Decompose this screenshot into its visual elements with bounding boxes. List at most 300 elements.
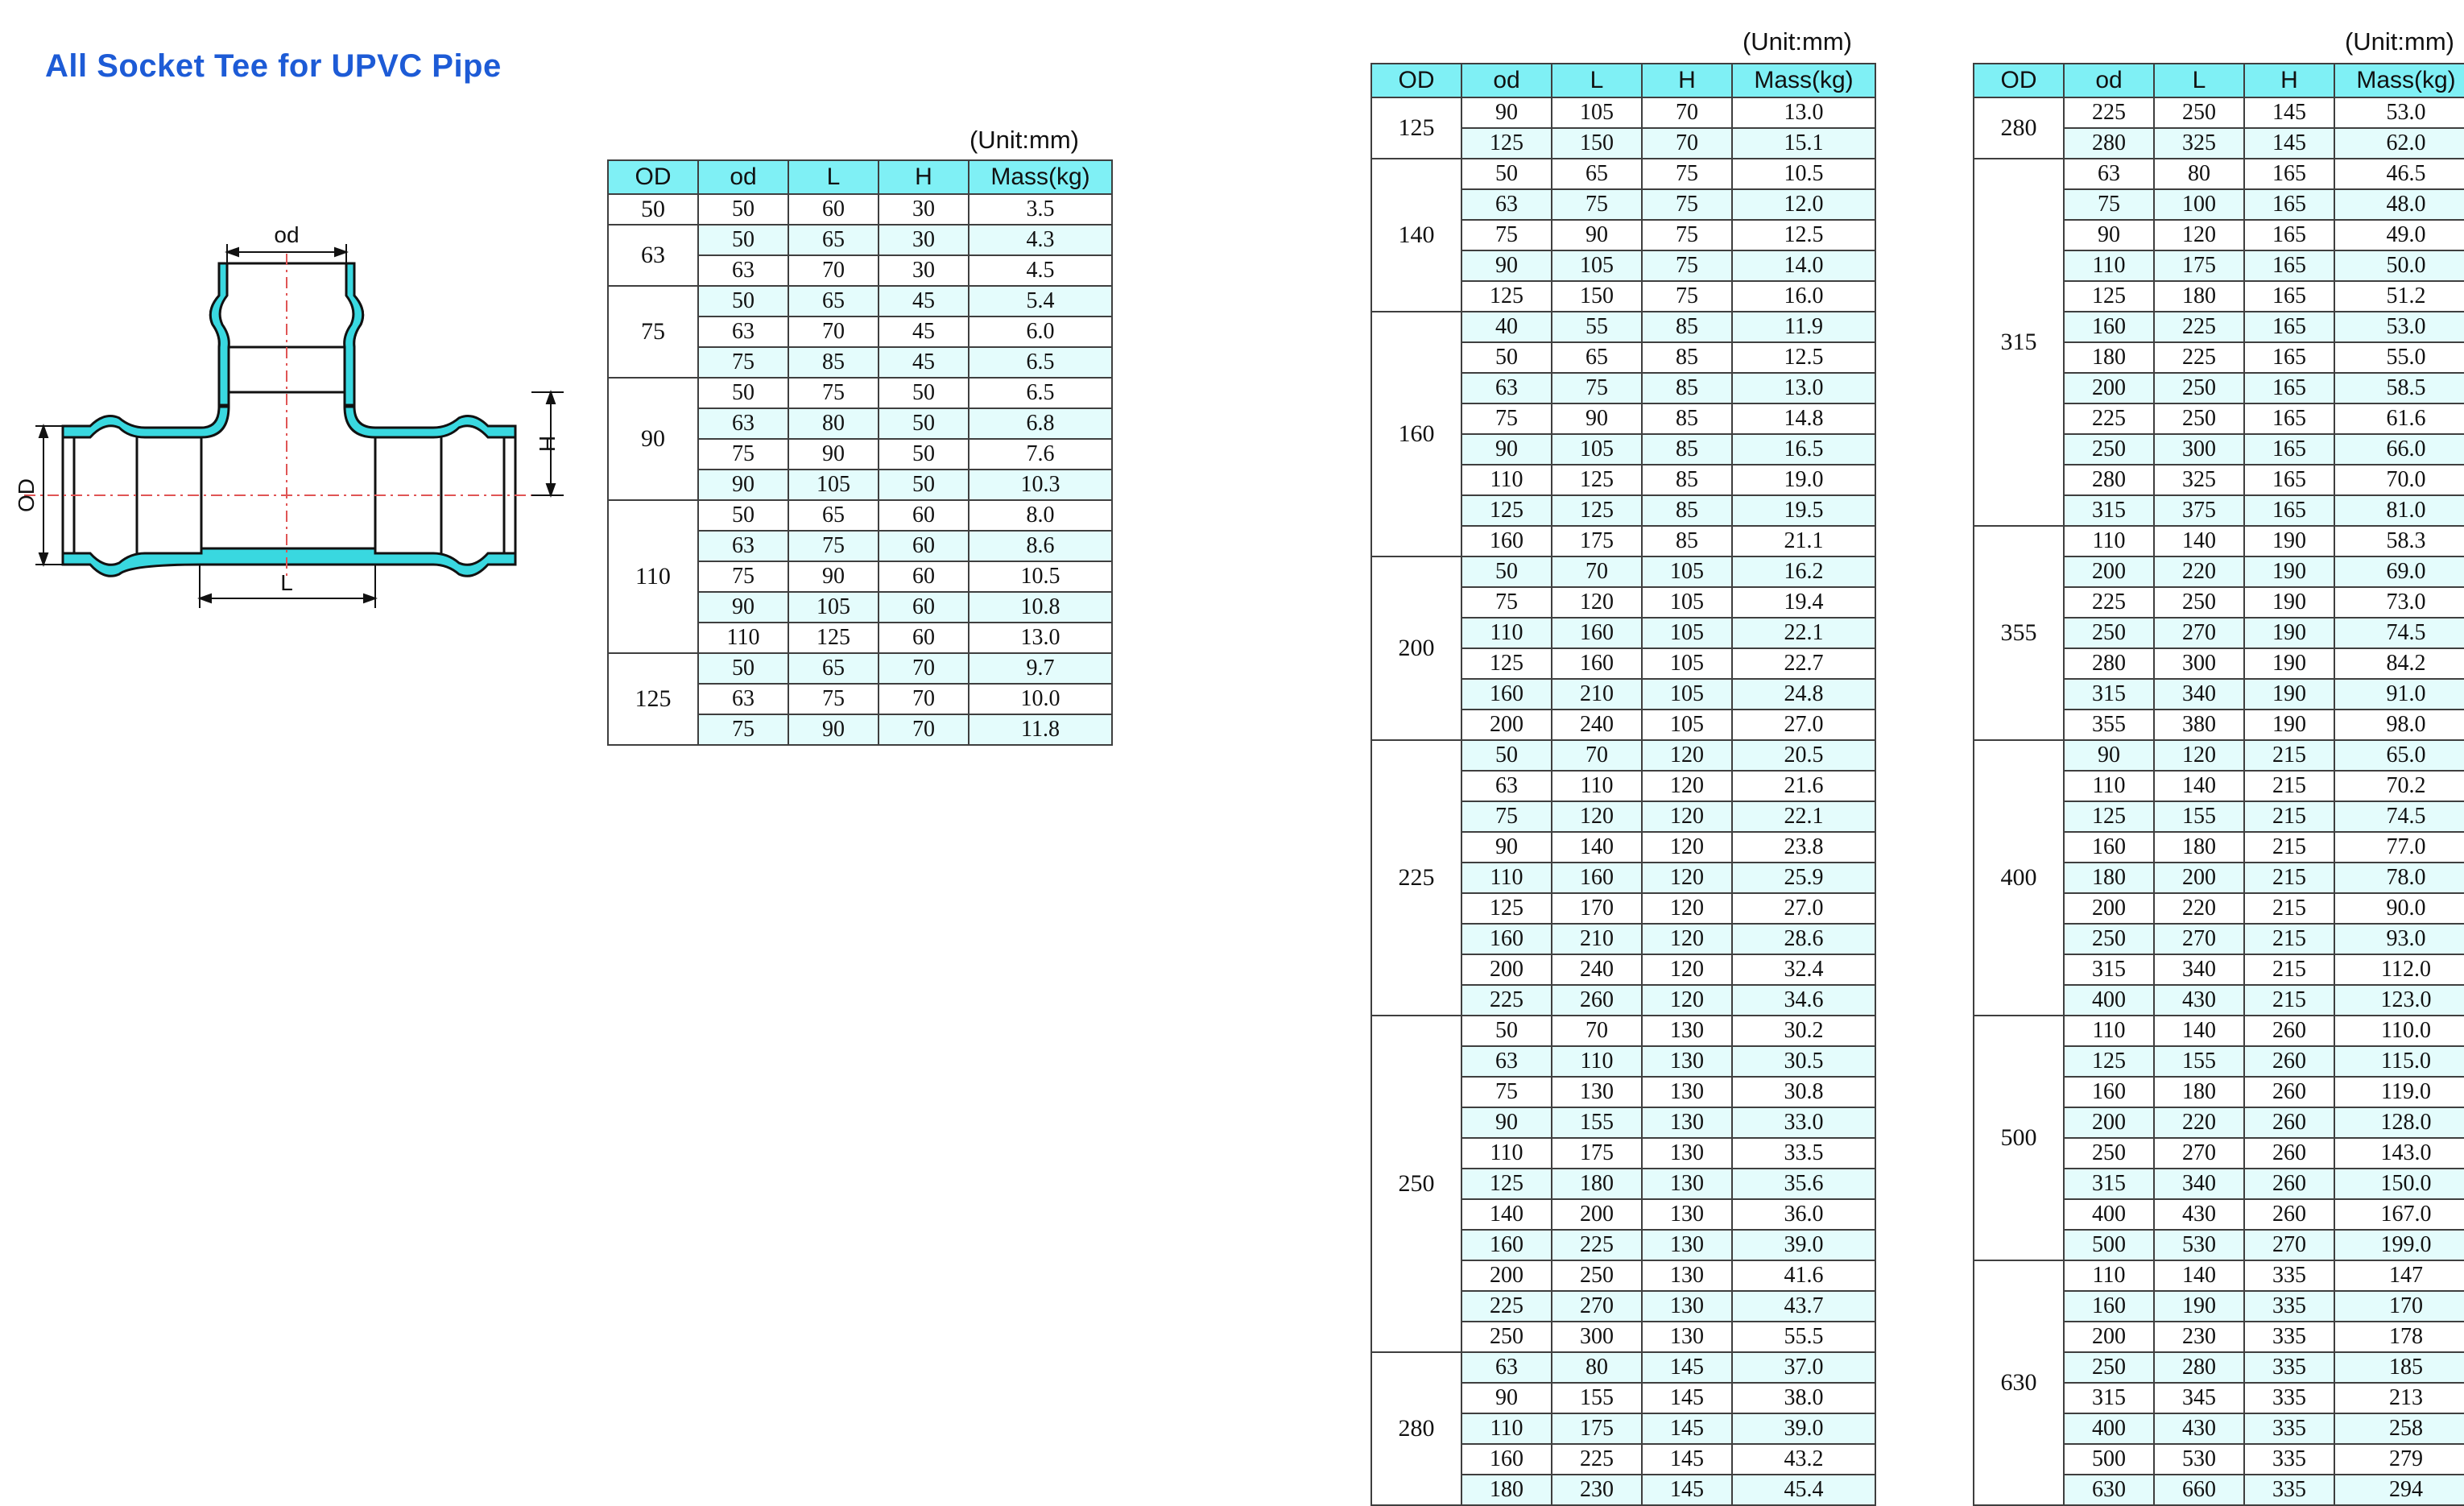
table-row: [608, 653, 1112, 684]
table-cell: 37.0: [1732, 1352, 1875, 1383]
table-cell: 19.5: [1732, 495, 1875, 526]
table-cell: 250: [2154, 403, 2244, 434]
table-cell: 10.0: [969, 684, 1112, 714]
table-cell: 110: [1461, 1138, 1552, 1169]
table-cell: 215: [2244, 771, 2334, 801]
table-cell: 85: [1642, 434, 1732, 465]
table-cell: 225: [2064, 403, 2154, 434]
table-cell: 4.3: [969, 225, 1112, 255]
table-cell: 7.6: [969, 439, 1112, 470]
table-cell: 63: [1461, 1352, 1552, 1383]
table-cell: 190: [2244, 526, 2334, 556]
table-cell: 27.0: [1732, 893, 1875, 924]
table-cell: 43.2: [1732, 1444, 1875, 1475]
table-cell: 75: [1552, 189, 1642, 220]
table-cell: 280: [2064, 648, 2154, 679]
table-cell: 120: [1642, 893, 1732, 924]
table-row: [1974, 1016, 2464, 1046]
table-cell: 70: [879, 653, 969, 684]
table-cell: 19.4: [1732, 587, 1875, 618]
table-cell: 36.0: [1732, 1199, 1875, 1230]
table-cell: 40: [1461, 312, 1552, 342]
table-cell: 155: [2154, 1046, 2244, 1077]
table-cell: 165: [2244, 434, 2334, 465]
table-cell: 335: [2244, 1260, 2334, 1291]
table-cell: 200: [2064, 1107, 2154, 1138]
table-cell: 110: [1461, 1413, 1552, 1444]
table-cell: 9.7: [969, 653, 1112, 684]
table-cell: 22.1: [1732, 801, 1875, 832]
table-cell: 160: [2064, 312, 2154, 342]
table-cell: 160: [2064, 1291, 2154, 1322]
od-group-cell: 500: [1974, 1016, 2064, 1260]
table-cell: 120: [1642, 863, 1732, 893]
table-cell: 39.0: [1732, 1413, 1875, 1444]
table-cell: 155: [1552, 1107, 1642, 1138]
table-cell: 150: [1552, 128, 1642, 159]
table-cell: 160: [2064, 1077, 2154, 1107]
table-cell: 105: [1642, 710, 1732, 740]
column-header: H: [879, 160, 969, 194]
table-cell: 335: [2244, 1291, 2334, 1322]
table-cell: 225: [2064, 97, 2154, 128]
table-cell: 75: [698, 347, 788, 378]
table-cell: 30: [879, 255, 969, 286]
table-cell: 145: [2244, 128, 2334, 159]
table-cell: 190: [2154, 1291, 2244, 1322]
table-cell: 315: [2064, 954, 2154, 985]
table-cell: 81.0: [2334, 495, 2464, 526]
table-cell: 430: [2154, 1199, 2244, 1230]
table-row: [1974, 97, 2464, 128]
table-cell: 19.0: [1732, 465, 1875, 495]
table-cell: 199.0: [2334, 1230, 2464, 1260]
table-cell: 280: [2064, 128, 2154, 159]
table-cell: 160: [1461, 1444, 1552, 1475]
table-cell: 250: [2064, 1352, 2154, 1383]
table-cell: 125: [788, 623, 879, 653]
table-cell: 90: [788, 439, 879, 470]
table-cell: 160: [1461, 924, 1552, 954]
table-cell: 75: [1461, 587, 1552, 618]
table-cell: 105: [1552, 434, 1642, 465]
table-row: [1371, 1352, 1875, 1383]
table-cell: 12.5: [1732, 220, 1875, 250]
table-cell: 140: [2154, 1016, 2244, 1046]
table-cell: 60: [788, 194, 879, 225]
table-cell: 130: [1642, 1107, 1732, 1138]
table-cell: 120: [1642, 924, 1732, 954]
table-cell: 125: [1461, 648, 1552, 679]
table-cell: 75: [698, 714, 788, 745]
table-cell: 630: [2064, 1475, 2154, 1505]
table-cell: 63: [1461, 771, 1552, 801]
table-cell: 400: [2064, 1413, 2154, 1444]
table-cell: 145: [1642, 1383, 1732, 1413]
table-cell: 160: [1552, 863, 1642, 893]
table-cell: 130: [1642, 1077, 1732, 1107]
table-cell: 30.5: [1732, 1046, 1875, 1077]
table-cell: 5.4: [969, 286, 1112, 317]
table-cell: 130: [1552, 1077, 1642, 1107]
table-cell: 325: [2154, 465, 2244, 495]
table-cell: 65: [1552, 159, 1642, 189]
table-cell: 280: [2064, 465, 2154, 495]
table-cell: 430: [2154, 985, 2244, 1016]
table-cell: 270: [2154, 1138, 2244, 1169]
table-cell: 30: [879, 225, 969, 255]
table-cell: 34.6: [1732, 985, 1875, 1016]
table-cell: 50: [698, 286, 788, 317]
table-cell: 60: [879, 592, 969, 623]
table-cell: 165: [2244, 250, 2334, 281]
socket-tee-diagram: [0, 205, 580, 624]
spec-table-1: [607, 159, 1113, 746]
table-cell: 280: [2154, 1352, 2244, 1383]
table-cell: 500: [2064, 1230, 2154, 1260]
table-cell: 75: [1552, 373, 1642, 403]
table-cell: 165: [2244, 465, 2334, 495]
table-cell: 125: [1461, 1169, 1552, 1199]
table-row: [1974, 526, 2464, 556]
table-cell: 260: [2244, 1046, 2334, 1077]
table-cell: 125: [1552, 495, 1642, 526]
table-cell: 90: [1552, 403, 1642, 434]
table-cell: 60: [879, 500, 969, 531]
table-cell: 125: [2064, 801, 2154, 832]
table-cell: 270: [1552, 1291, 1642, 1322]
table-cell: 315: [2064, 495, 2154, 526]
table-cell: 400: [2064, 985, 2154, 1016]
table-cell: 27.0: [1732, 710, 1875, 740]
od-group-cell: 63: [608, 225, 698, 286]
table-cell: 380: [2154, 710, 2244, 740]
table-cell: 13.0: [1732, 97, 1875, 128]
table-cell: 105: [788, 592, 879, 623]
table-cell: 165: [2244, 189, 2334, 220]
table-cell: 4.5: [969, 255, 1112, 286]
table-cell: 25.9: [1732, 863, 1875, 893]
table-cell: 90: [1461, 1107, 1552, 1138]
od-group-cell: 90: [608, 378, 698, 500]
table-row: [1974, 740, 2464, 771]
table-cell: 75: [788, 378, 879, 408]
table-cell: 200: [2064, 1322, 2154, 1352]
table-cell: 200: [1461, 710, 1552, 740]
table-row: [608, 378, 1112, 408]
table-cell: 63: [1461, 189, 1552, 220]
table-cell: 50: [698, 653, 788, 684]
column-header: OD: [1371, 64, 1461, 97]
table-cell: 120: [2154, 740, 2244, 771]
table-cell: 180: [2064, 863, 2154, 893]
table-cell: 90: [2064, 740, 2154, 771]
table-cell: 115.0: [2334, 1046, 2464, 1077]
table-cell: 200: [2154, 863, 2244, 893]
table-cell: 130: [1642, 1138, 1732, 1169]
table-cell: 74.5: [2334, 801, 2464, 832]
table-row: [608, 286, 1112, 317]
table-cell: 150.0: [2334, 1169, 2464, 1199]
table-cell: 325: [2154, 128, 2244, 159]
table-cell: 46.5: [2334, 159, 2464, 189]
table-cell: 110: [1552, 1046, 1642, 1077]
table-cell: 110: [1461, 618, 1552, 648]
table-cell: 90: [1461, 250, 1552, 281]
table-cell: 260: [2244, 1199, 2334, 1230]
table-cell: 43.7: [1732, 1291, 1875, 1322]
table-cell: 165: [2244, 495, 2334, 526]
table-cell: 105: [1642, 587, 1732, 618]
table-cell: 61.6: [2334, 403, 2464, 434]
table-cell: 125: [2064, 281, 2154, 312]
table-cell: 75: [1461, 801, 1552, 832]
table-cell: 39.0: [1732, 1230, 1875, 1260]
table-cell: 335: [2244, 1352, 2334, 1383]
table-cell: 123.0: [2334, 985, 2464, 1016]
table-cell: 175: [1552, 1138, 1642, 1169]
table-cell: 62.0: [2334, 128, 2464, 159]
table-cell: 170: [1552, 893, 1642, 924]
table-cell: 155: [2154, 801, 2244, 832]
table-row: [1371, 97, 1875, 128]
table-cell: 65: [788, 225, 879, 255]
table-cell: 215: [2244, 832, 2334, 863]
column-header: Mass(kg): [969, 160, 1112, 194]
table-cell: 65: [788, 500, 879, 531]
table-cell: 70.2: [2334, 771, 2464, 801]
table-cell: 530: [2154, 1444, 2244, 1475]
table-cell: 110: [1461, 465, 1552, 495]
table-cell: 315: [2064, 679, 2154, 710]
table-cell: 75: [698, 439, 788, 470]
table-cell: 12.5: [1732, 342, 1875, 373]
table-cell: 50: [1461, 159, 1552, 189]
table-cell: 165: [2244, 312, 2334, 342]
L-label: L: [280, 570, 293, 595]
table-row: [1974, 1260, 2464, 1291]
table-cell: 210: [1552, 924, 1642, 954]
od-group-cell: 280: [1371, 1352, 1461, 1505]
table-cell: 300: [1552, 1322, 1642, 1352]
table-cell: 190: [2244, 710, 2334, 740]
table-cell: 145: [1642, 1444, 1732, 1475]
table-cell: 110: [2064, 771, 2154, 801]
table-cell: 220: [2154, 893, 2244, 924]
table-cell: 225: [2064, 587, 2154, 618]
unit-label-2: (Unit:mm): [1742, 27, 1852, 56]
table-cell: 45: [879, 347, 969, 378]
table-cell: 90: [2064, 220, 2154, 250]
table-cell: 160: [1552, 618, 1642, 648]
column-header: L: [2154, 64, 2244, 97]
table-cell: 175: [1552, 526, 1642, 556]
table-cell: 300: [2154, 434, 2244, 465]
column-header: od: [1461, 64, 1552, 97]
od-group-cell: 280: [1974, 97, 2064, 159]
pipe-walls: [63, 263, 515, 576]
table-cell: 75: [1461, 1077, 1552, 1107]
table-cell: 355: [2064, 710, 2154, 740]
table-cell: 110: [2064, 1016, 2154, 1046]
table-cell: 90.0: [2334, 893, 2464, 924]
table-cell: 90: [1461, 97, 1552, 128]
spec-table-3: [1973, 63, 2464, 1506]
column-header: od: [698, 160, 788, 194]
table-cell: 180: [2154, 281, 2244, 312]
table-cell: 58.3: [2334, 526, 2464, 556]
table-cell: 78.0: [2334, 863, 2464, 893]
table-cell: 13.0: [1732, 373, 1875, 403]
table-cell: 200: [1461, 1260, 1552, 1291]
od-label: od: [274, 222, 300, 247]
od-group-cell: 250: [1371, 1016, 1461, 1352]
table-cell: 210: [1552, 679, 1642, 710]
table-cell: 105: [1642, 618, 1732, 648]
table-cell: 28.6: [1732, 924, 1875, 954]
column-header: L: [788, 160, 879, 194]
table-cell: 60: [879, 531, 969, 561]
table-cell: 500: [2064, 1444, 2154, 1475]
table-cell: 165: [2244, 403, 2334, 434]
table-cell: 225: [1552, 1444, 1642, 1475]
table-cell: 75: [788, 684, 879, 714]
table-cell: 85: [1642, 403, 1732, 434]
table-cell: 50: [698, 378, 788, 408]
table-cell: 178: [2334, 1322, 2464, 1352]
table-cell: 110: [2064, 1260, 2154, 1291]
table-cell: 215: [2244, 863, 2334, 893]
table-cell: 400: [2064, 1199, 2154, 1230]
table-cell: 63: [2064, 159, 2154, 189]
table-cell: 21.6: [1732, 771, 1875, 801]
unit-label-3: (Unit:mm): [2344, 27, 2454, 56]
table-cell: 73.0: [2334, 587, 2464, 618]
table-cell: 50: [879, 408, 969, 439]
table-cell: 90: [698, 592, 788, 623]
table-cell: 230: [2154, 1322, 2244, 1352]
table-cell: 75: [1642, 189, 1732, 220]
table-cell: 110.0: [2334, 1016, 2464, 1046]
table-cell: 55.0: [2334, 342, 2464, 373]
table-cell: 24.8: [1732, 679, 1875, 710]
table-cell: 130: [1642, 1046, 1732, 1077]
table-row: [608, 225, 1112, 255]
table-cell: 167.0: [2334, 1199, 2464, 1230]
table-cell: 130: [1642, 1291, 1732, 1322]
table-cell: 110: [698, 623, 788, 653]
table-cell: 63: [698, 317, 788, 347]
table-cell: 90: [788, 561, 879, 592]
table-cell: 22.1: [1732, 618, 1875, 648]
table-cell: 125: [1552, 465, 1642, 495]
table-cell: 10.5: [969, 561, 1112, 592]
table-cell: 119.0: [2334, 1077, 2464, 1107]
column-header: Mass(kg): [1732, 64, 1875, 97]
table-cell: 165: [2244, 159, 2334, 189]
table-cell: 170: [2334, 1291, 2464, 1322]
table-cell: 11.9: [1732, 312, 1875, 342]
od-group-cell: 110: [608, 500, 698, 653]
table-cell: 120: [2154, 220, 2244, 250]
table-cell: 80: [788, 408, 879, 439]
table-cell: 50: [698, 225, 788, 255]
table-cell: 75: [1642, 220, 1732, 250]
OD-label: OD: [14, 478, 39, 512]
table-cell: 70: [879, 714, 969, 745]
table-cell: 270: [2154, 924, 2244, 954]
table-header-row: [1371, 64, 1875, 97]
table-cell: 180: [2154, 832, 2244, 863]
table-cell: 75: [698, 561, 788, 592]
table-cell: 33.0: [1732, 1107, 1875, 1138]
table-cell: 45.4: [1732, 1475, 1875, 1505]
table-cell: 250: [2064, 618, 2154, 648]
table-cell: 130: [1642, 1230, 1732, 1260]
table-cell: 140: [2154, 526, 2244, 556]
table-cell: 58.5: [2334, 373, 2464, 403]
table-row: [608, 194, 1112, 225]
table-cell: 143.0: [2334, 1138, 2464, 1169]
table-cell: 240: [1552, 710, 1642, 740]
table-cell: 165: [2244, 342, 2334, 373]
table-cell: 140: [2154, 1260, 2244, 1291]
table-cell: 130: [1642, 1322, 1732, 1352]
table-cell: 85: [1642, 312, 1732, 342]
table-cell: 75: [1461, 220, 1552, 250]
table-cell: 91.0: [2334, 679, 2464, 710]
table-cell: 120: [1642, 954, 1732, 985]
table-cell: 75: [2064, 189, 2154, 220]
table-cell: 430: [2154, 1413, 2244, 1444]
table-cell: 75: [1461, 403, 1552, 434]
table-cell: 250: [1552, 1260, 1642, 1291]
table-cell: 215: [2244, 893, 2334, 924]
table-cell: 3.5: [969, 194, 1112, 225]
table-cell: 50: [698, 194, 788, 225]
table-cell: 85: [788, 347, 879, 378]
od-group-cell: 355: [1974, 526, 2064, 740]
spec-table-2: [1370, 63, 1876, 1506]
table-cell: 35.6: [1732, 1169, 1875, 1199]
table-row: [1974, 159, 2464, 189]
column-header: H: [2244, 64, 2334, 97]
table-cell: 220: [2154, 556, 2244, 587]
table-cell: 215: [2244, 924, 2334, 954]
table-cell: 250: [2154, 373, 2244, 403]
table-cell: 90: [788, 714, 879, 745]
table-cell: 130: [1642, 1169, 1732, 1199]
table-cell: 22.7: [1732, 648, 1875, 679]
od-group-cell: 140: [1371, 159, 1461, 312]
table-cell: 145: [1642, 1475, 1732, 1505]
table-cell: 66.0: [2334, 434, 2464, 465]
table-cell: 110: [2064, 250, 2154, 281]
table-cell: 180: [1461, 1475, 1552, 1505]
table-cell: 140: [1552, 832, 1642, 863]
table-cell: 294: [2334, 1475, 2464, 1505]
table-cell: 225: [1461, 985, 1552, 1016]
table-cell: 125: [2064, 1046, 2154, 1077]
table-cell: 335: [2244, 1475, 2334, 1505]
table-cell: 120: [1642, 832, 1732, 863]
table-cell: 128.0: [2334, 1107, 2464, 1138]
table-cell: 120: [1552, 801, 1642, 832]
table-cell: 120: [1642, 801, 1732, 832]
table-cell: 140: [1461, 1199, 1552, 1230]
table-cell: 145: [1642, 1413, 1732, 1444]
table-cell: 60: [879, 623, 969, 653]
